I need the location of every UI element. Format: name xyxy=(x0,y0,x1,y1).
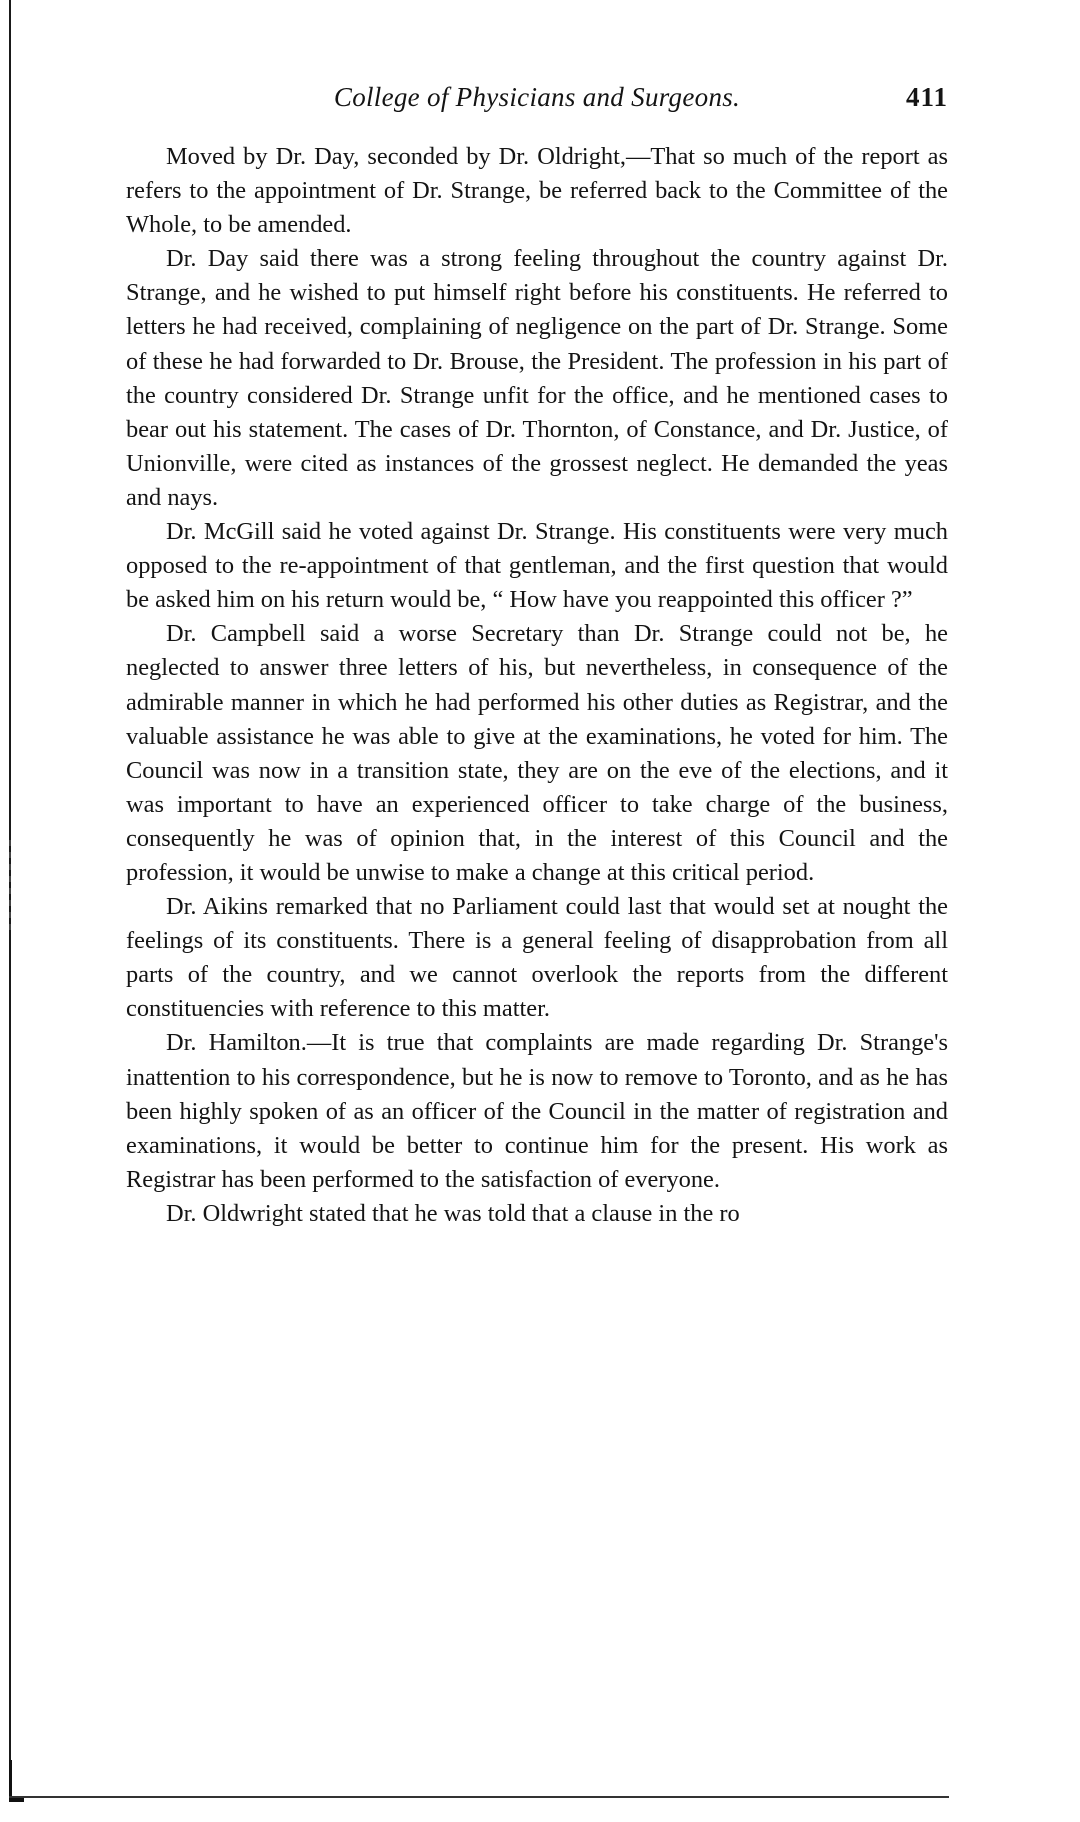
paragraph-dr-aikins: Dr. Aikins remarked that no Parliament could last that would set at nought the feelings of its constituents. There is a general feeling of disapprobation from all parts of the country, and we cannot overlook the reports from the different constituencies with reference to this matter. xyxy=(126,893,948,1023)
paragraph-dr-oldwright: Dr. Oldwright stated that he was told that a clause in the ro xyxy=(166,1199,740,1227)
body-text xyxy=(126,140,948,1231)
page-number: 411 xyxy=(905,82,948,112)
bottom-rule xyxy=(9,1796,949,1798)
paragraph-dr-campbell: Dr. Campbell said a worse Secretary than Dr. Strange could not be, he neglected to answer three letters of his, but nevertheless, in consequence of the admirable manner in which he had performed his other duties as Registrar, and the valuable assistance he was able to give at the examinations, he voted for him. The Council was now in a transition state, they are on the eve of the elections, and it was important to have an experienced officer to take charge of the business, consequently he was of opinion that, in the interest of this Council and the profession, it would be unwise to make a change at this critical period. xyxy=(126,620,948,886)
paragraph-dr-hamilton: Dr. Hamilton.—It is true that complaints are made regarding Dr. Strange's inattention to his correspondence, but he is now to remove to Toronto, and as he has been highly spoken of as an officer of the Council in the matter of registration and examinations, it would be better to continue him for the present. His work as Registrar has been performed to the satisfaction of everyone. xyxy=(126,1029,948,1193)
running-head: College of Physicians and Surgeons. xyxy=(333,82,741,112)
paragraph-dr-mcgill: Dr. McGill said he voted against Dr. Strange. His constituents were very much opposed to the re-appointment of that gentleman, and the first question that would be asked him on his return would be, “ How have you reappointed this officer ?” xyxy=(126,518,948,614)
paragraph-motion: Moved by Dr. Day, seconded by Dr. Oldright,—That so much of the report as refers to the appointment of Dr. Strange, be referred back to the Committee of the Whole, to be amended. xyxy=(126,143,948,239)
paragraph-dr-day: Dr. Day said there was a strong feeling throughout the country against Dr. Strange, and he wished to put himself right before his constituents. He referred to letters he had received, complaining of negligence on the part of Dr. Strange. Some of these he had forwarded to Dr. Brouse, the President. The profession in his part of the country considered Dr. Strange unfit for the office, and he mentioned cases to bear out his statement. The cases of Dr. Thornton, of Constance, and Dr. Justice, of Unionville, were cited as instances of the grossest neglect. He demanded the yeas and nays. xyxy=(126,245,948,511)
margin-dashes xyxy=(9,840,11,930)
page-header xyxy=(126,82,948,122)
